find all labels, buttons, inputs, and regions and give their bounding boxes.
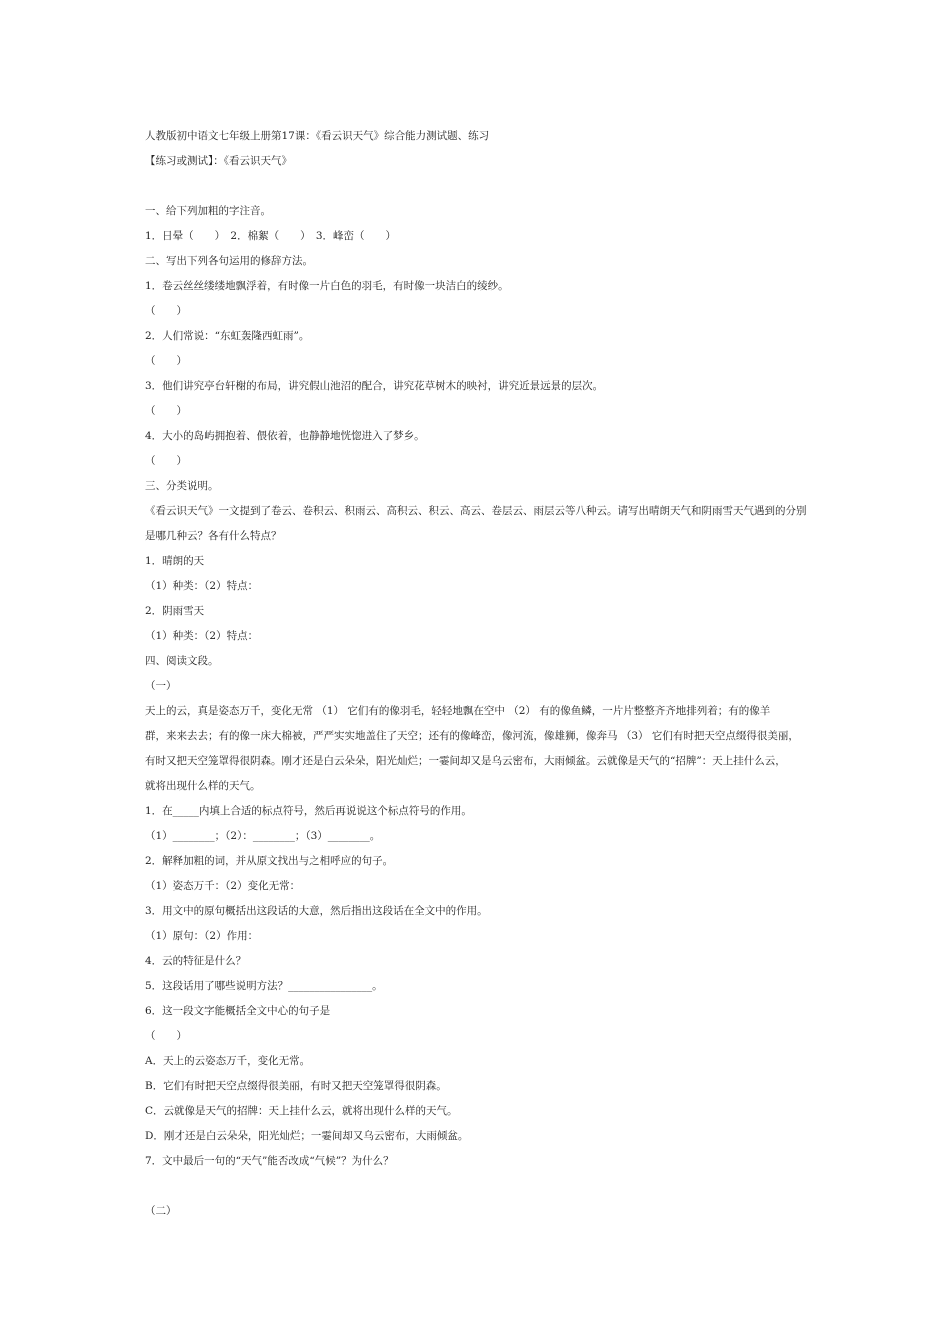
- section-2-q1: 1．卷云丝丝缕缕地飘浮着，有时像一片白色的羽毛，有时像一块洁白的绫纱。: [145, 280, 509, 292]
- question-5: 5．这段话用了哪些说明方法？________________。: [145, 980, 383, 992]
- document-title: 人教版初中语文七年级上册第17课：《看云识天气》综合能力测试题、练习: [145, 130, 490, 142]
- option-b: B．它们有时把天空点缀得很美丽，有时又把天空笼罩得很阴森。: [145, 1080, 447, 1092]
- section-2-q1-blank: （ ）: [145, 305, 187, 317]
- question-2-detail: （1）姿态万千：（2）变化无常：: [145, 880, 301, 892]
- section-4-heading: 四、阅读文段。: [145, 655, 219, 667]
- section-2-q4: 4．大小的岛屿拥抱着、偎依着，也静静地恍惚进入了梦乡。: [145, 430, 425, 442]
- question-6: 6．这一段文字能概括全文中心的句子是: [145, 1005, 331, 1017]
- section-3-item-2-detail: （1）种类：（2）特点：: [145, 630, 259, 642]
- question-4: 4．云的特征是什么？: [145, 955, 247, 967]
- section-3-intro-line-2: 是哪几种云？各有什么特点？: [145, 530, 282, 542]
- question-2: 2．解释加粗的词，并从原文找出与之相呼应的句子。: [145, 855, 394, 867]
- question-3-detail: （1）原句：（2）作用：: [145, 930, 259, 942]
- option-d: D．刚才还是白云朵朵，阳光灿烂；一霎间却又乌云密布，大雨倾盆。: [145, 1130, 469, 1142]
- section-2-q4-blank: （ ）: [145, 455, 187, 467]
- section-2-heading: 二、写出下列各句运用的修辞方法。: [145, 255, 313, 267]
- question-1-blanks: （1）________；（2）：________；（3）________。: [145, 830, 381, 842]
- section-4-part-2: （二）: [145, 1205, 177, 1217]
- section-3-item-2: 2．阴雨雪天: [145, 605, 205, 617]
- question-1: 1．在_____内填上合适的标点符号，然后再说说这个标点符号的作用。: [145, 805, 472, 817]
- question-3: 3．用文中的原句概括出这段话的大意，然后指出这段话在全文中的作用。: [145, 905, 488, 917]
- option-a: A．天上的云姿态万千，变化无常。: [145, 1055, 311, 1067]
- passage-line-4: 就将出现什么样的天气。: [145, 780, 261, 792]
- passage-line-1: 天上的云，真是姿态万千，变化无常 （1） 它们有的像羽毛，轻轻地飘在空中 （2） 有的像鱼鳞，一片片整整齐齐地排列着；有的像羊: [145, 705, 771, 717]
- section-2-q3-blank: （ ）: [145, 405, 187, 417]
- section-4-part-1: （一）: [145, 680, 177, 692]
- question-7: 7．文中最后一句的“天气”能否改成“气候”？为什么？: [145, 1155, 394, 1167]
- option-c: C．云就像是天气的招牌：天上挂什么云，就将出现什么样的天气。: [145, 1105, 458, 1117]
- section-3-item-1: 1．晴朗的天: [145, 555, 205, 567]
- section-2-q2-blank: （ ）: [145, 355, 187, 367]
- passage-line-3: 有时又把天空笼罩得很阴森。刚才还是白云朵朵，阳光灿烂；一霎间却又是乌云密布，大雨倾盆。云就像是天气的“招牌”：天上挂什么云，: [145, 755, 786, 767]
- section-2-q2: 2．人们常说：“东虹轰隆西虹雨”。: [145, 330, 310, 342]
- document-subtitle: 【练习或测试】：《看云识天气》: [145, 155, 292, 167]
- section-3-intro-line-1: 《看云识天气》一文提到了卷云、卷积云、积雨云、高积云、积云、高云、卷层云、雨层云等八种云。请写出晴朗天气和阴雨雪天气遇到的分别: [145, 505, 807, 517]
- question-6-blank: （ ）: [145, 1030, 187, 1042]
- section-1-heading: 一、给下列加粗的字注音。: [145, 205, 271, 217]
- passage-line-2: 群，来来去去；有的像一床大棉被，严严实实地盖住了天空；还有的像峰峦，像河流，像雄狮，像奔马 （3） 它们有时把天空点缀得很美丽，: [145, 730, 799, 742]
- section-3-item-1-detail: （1）种类：（2）特点：: [145, 580, 259, 592]
- section-2-q3: 3．他们讲究亭台轩榭的布局，讲究假山池沼的配合，讲究花草树木的映衬，讲究近景远景的层次。: [145, 380, 604, 392]
- section-1-items: 1．日晕（ ） 2．棉絮（ ） 3．峰峦（ ）: [145, 230, 397, 242]
- section-3-heading: 三、分类说明。: [145, 480, 219, 492]
